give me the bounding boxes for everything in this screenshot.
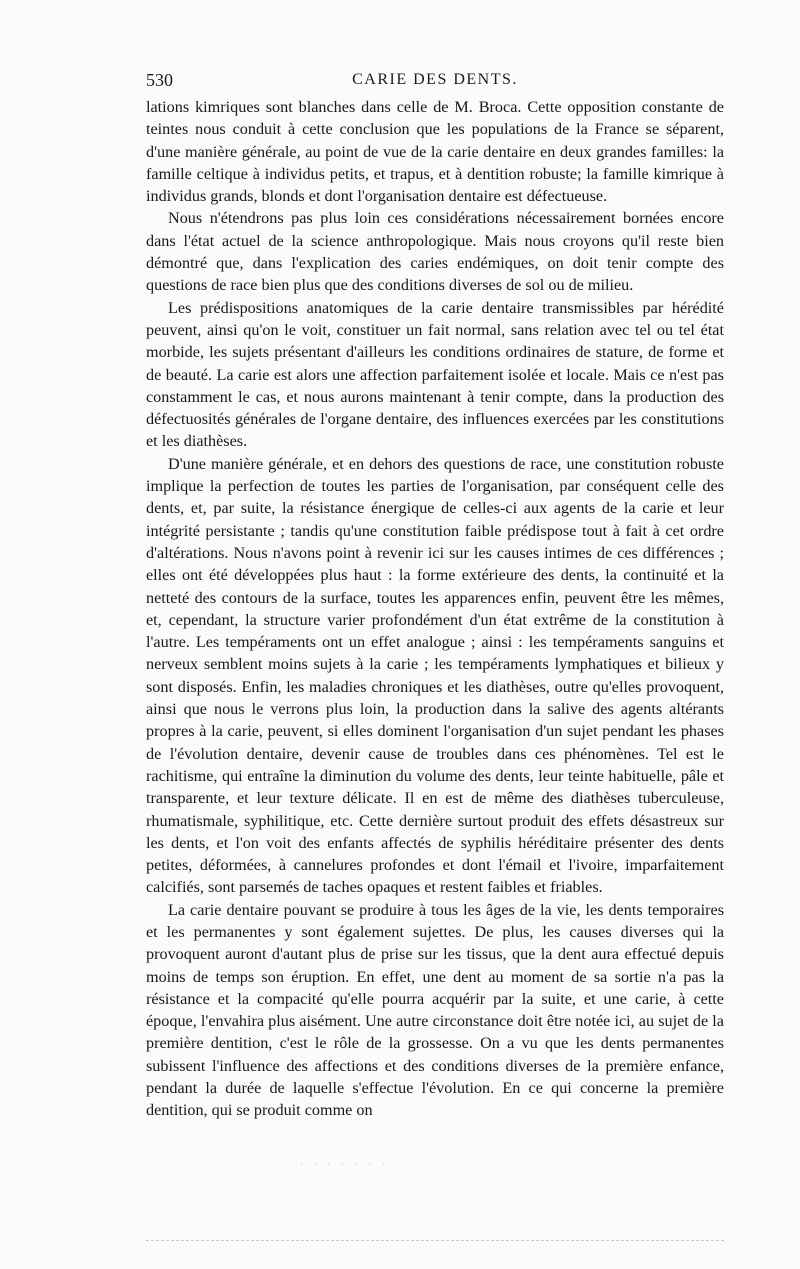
running-head bbox=[146, 70, 724, 94]
paragraph: Les prédispositions anatomiques de la carie dentaire transmissibles par hérédité peuvent, ainsi qu'on le voit, constituer un fait normal, sans relation avec tel ou tel état morbide, les sujets présentant d'ailleurs les conditions ordinaires de stature, de forme et de beauté. La carie est alors une affection parfaitement isolée et locale. Mais ce n'est pas constamment le cas, et nous aurons maintenant à tenir compte, dans la production des défectuosités générales de l'organe dentaire, des influences exercées par les constitutions et les diathèses. bbox=[146, 298, 724, 451]
paragraph-continuation: lations kimriques sont blanches dans celle de M. Broca. Cette opposition constante de teintes nous conduit à cette conclusion que les populations de la France se séparent, d'une manière générale, au point de vue de la carie dentaire en deux grandes familles: la famille celtique à individus petits, et trapus, et à dentition robuste; la famille kimrique à individus grands, blonds et dont l'organisation dentaire est défectueuse. bbox=[146, 98, 724, 206]
paragraph: Nous n'étendrons pas plus loin ces considérations nécessairement bornées encore dans l'état actuel de la science anthropologique. Mais nous croyons qu'il reste bien démontré que, dans l'explication des caries endémiques, on doit tenir compte des questions de race bien plus que des conditions diverses de sol ou de milieu. bbox=[146, 209, 724, 295]
page-number: 530 bbox=[146, 70, 173, 90]
scan-speckle: · · · · · · · bbox=[300, 1160, 390, 1170]
paragraph: D'une manière générale, et en dehors des questions de race, une constitution robuste implique la perfection de toutes les parties de l'organisation, par conséquent celle des dents, et, par suite, la résistance énergique de celles-ci aux agents de la carie et leur intégrité persistante ; tandis qu'une constitution faible prédispose tout à fait à cet ordre d'altérations. Nous n'avons point à revenir ici sur les causes intimes de ces différences ; elles ont été développées plus haut : la forme extérieure des dents, la continuité et la netteté des contours de la surface, toutes les apparences enfin, peuvent être les mêmes, et, cependant, la structure varier profondément d'un état extrême de la constitution à l'autre. Les tempéraments ont un effet analogue ; ainsi : les tempéraments sanguins et nerveux semblent moins sujets à la carie ; les tempéraments lymphatiques et bilieux y sont disposés. Enfin, les maladies chroniques et les diathèses, outre qu'elles provoquent, ainsi que nous le verrons plus loin, la production dans la salive des agents altérants propres à la carie, peuvent, si elles dominent l'organisation d'un sujet pendant les phases de l'évolution dentaire, devenir cause de troubles dans ces phénomènes. Tel est le rachitisme, qui entraîne la diminution du volume des dents, leur teinte habituelle, pâle et transparente, et leur texture délicate. Il en est de même des diathèses tuberculeuse, rhumatismale, syphilitique, etc. Cette dernière surtout produit des effets désastreux sur les dents, et l'on voit des enfants affectés de syphilis héréditaire présenter des dents petites, déformées, à cannelures profondes et dont l'émail et l'ivoire, imparfaitement calcifiés, sont parsemés de taches opaques et restent faibles et friables. bbox=[146, 454, 724, 897]
paragraph: La carie dentaire pouvant se produire à tous les âges de la vie, les dents temporaires et les permanentes y sont également sujettes. De plus, les causes diverses qui la provoquent auront d'autant plus de prise sur les tissus, que la dent aura effectué depuis moins de temps son éruption. En effet, une dent au moment de sa sortie n'a pas la résistance et la compacité qu'elle pourra acquérir par la suite, et une carie, à cette époque, l'envahira plus aisément. Une autre circonstance doit être notée ici, au sujet de la première dentition, c'est le rôle de la grossesse. On a vu que les dents permanentes subissent l'influence des affections et des conditions diverses de la première enfance, pendant la durée de laquelle s'effectue l'évolution. En ce qui concerne la première dentition, qui se produit comme on bbox=[146, 900, 724, 1120]
scan-bottom-edge bbox=[146, 1240, 724, 1241]
body-text bbox=[146, 96, 724, 1122]
running-title: CARIE DES DENTS. bbox=[352, 71, 518, 88]
